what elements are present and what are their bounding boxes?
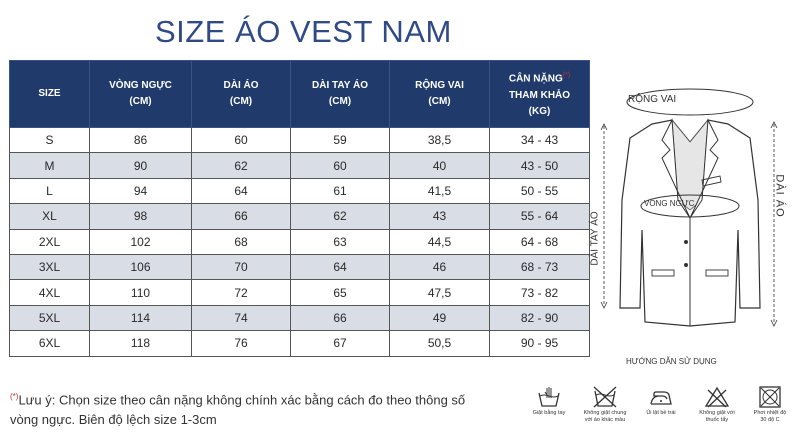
page-title: SIZE ÁO VEST NAM: [155, 14, 452, 49]
cell-length: 74: [192, 305, 291, 330]
cell-shoulder: 47,5: [390, 280, 490, 305]
cell-weight: 50 - 55: [490, 178, 590, 203]
cell-sleeve: 62: [291, 204, 390, 229]
cell-sleeve: 59: [291, 128, 390, 153]
cell-chest: 110: [90, 280, 192, 305]
cell-shoulder: 40: [390, 153, 490, 178]
length-label: DÀI ÁO: [773, 174, 786, 218]
cell-weight: 43 - 50: [490, 153, 590, 178]
cell-length: 64: [192, 178, 291, 203]
cell-weight: 34 - 43: [490, 128, 590, 153]
cell-shoulder: 46: [390, 254, 490, 279]
table-row: [10, 254, 590, 279]
jacket-diagram: [590, 80, 795, 380]
table-row: [10, 128, 590, 153]
table-row: [10, 280, 590, 305]
footnote-mark: (*): [10, 392, 19, 401]
cell-chest: 90: [90, 153, 192, 178]
cell-chest: 106: [90, 254, 192, 279]
cell-size: XL: [10, 204, 90, 229]
cell-length: 60: [192, 128, 291, 153]
cell-length: 70: [192, 254, 291, 279]
cell-chest: 98: [90, 204, 192, 229]
dry-temperature-icon: [757, 385, 783, 409]
cell-shoulder: 41,5: [390, 178, 490, 203]
cell-size: 3XL: [10, 254, 90, 279]
cell-sleeve: 64: [291, 254, 390, 279]
table-header-row: [10, 61, 590, 128]
header-weight: CÂN NẶNG(*) THAM KHẢO (KG): [490, 61, 590, 128]
cell-sleeve: 67: [291, 331, 390, 356]
shoulder-label: RỘNG VAI: [628, 94, 677, 105]
header-length: DÀI ÁO (CM): [192, 61, 291, 128]
button: [684, 240, 688, 244]
cell-shoulder: 43: [390, 204, 490, 229]
care-item: Không giặt với thuốc tẩy: [687, 385, 747, 424]
cell-weight: 55 - 64: [490, 204, 590, 229]
cell-size: L: [10, 178, 90, 203]
cell-length: 62: [192, 153, 291, 178]
care-item: Không giặt chung với áo khác màu: [575, 385, 635, 424]
footnote-mark: (*): [562, 72, 571, 80]
cell-size: 6XL: [10, 331, 90, 356]
sleeve-label: DÀI TAY ÁO: [589, 211, 601, 266]
header-sleeve: DÀI TAY ÁO (CM): [291, 61, 390, 128]
cell-size: M: [10, 153, 90, 178]
header-size: SIZE: [10, 61, 90, 128]
cell-weight: 73 - 82: [490, 280, 590, 305]
table-row: [10, 153, 590, 178]
cell-shoulder: 38,5: [390, 128, 490, 153]
cell-size: 4XL: [10, 280, 90, 305]
cell-sleeve: 61: [291, 178, 390, 203]
cell-sleeve: 66: [291, 305, 390, 330]
cell-sleeve: 60: [291, 153, 390, 178]
cell-length: 66: [192, 204, 291, 229]
header-chest: VÒNG NGỰC (CM): [90, 61, 192, 128]
cell-weight: 64 - 68: [490, 229, 590, 254]
cell-weight: 82 - 90: [490, 305, 590, 330]
cell-chest: 114: [90, 305, 192, 330]
table-row: [10, 178, 590, 203]
jacket-illustration: [590, 80, 795, 380]
care-item: Phơi nhiệt độ 30 độ C: [740, 385, 800, 424]
header-shoulder: RỘNG VAI (CM): [390, 61, 490, 128]
cell-shoulder: 49: [390, 305, 490, 330]
cell-shoulder: 50,5: [390, 331, 490, 356]
no-bleach-icon: [704, 385, 730, 409]
cell-size: S: [10, 128, 90, 153]
cell-sleeve: 63: [291, 229, 390, 254]
cell-size: 2XL: [10, 229, 90, 254]
cell-weight: 68 - 73: [490, 254, 590, 279]
cell-chest: 86: [90, 128, 192, 153]
cell-length: 76: [192, 331, 291, 356]
cell-weight: 90 - 95: [490, 331, 590, 356]
care-guide-title: HƯỚNG DẪN SỬ DỤNG: [626, 357, 717, 366]
table-row: [10, 229, 590, 254]
cell-length: 72: [192, 280, 291, 305]
cell-length: 68: [192, 229, 291, 254]
note-text: Lưu ý: Chọn size theo cân nặng không chính xác bằng cách đo theo thông số vòng ngực. Biên độ lệch size 1-3cm: [10, 392, 466, 428]
cell-shoulder: 44,5: [390, 229, 490, 254]
cell-chest: 94: [90, 178, 192, 203]
table-row: [10, 305, 590, 330]
hand-wash-icon: [536, 385, 562, 409]
cell-size: 5XL: [10, 305, 90, 330]
table-row: [10, 204, 590, 229]
button: [684, 263, 688, 267]
care-item: Giặt bằng tay: [519, 385, 579, 417]
no-wash-together-icon: [592, 385, 618, 409]
iron-reverse-icon: [648, 385, 674, 409]
cell-chest: 102: [90, 229, 192, 254]
table-row: [10, 331, 590, 356]
chest-label: VÒNG NGỰC: [644, 199, 695, 208]
cell-chest: 118: [90, 331, 192, 356]
cell-sleeve: 65: [291, 280, 390, 305]
size-table: [9, 60, 590, 357]
size-note: [10, 387, 480, 430]
care-item: Ủi lật bề trái: [631, 385, 691, 417]
